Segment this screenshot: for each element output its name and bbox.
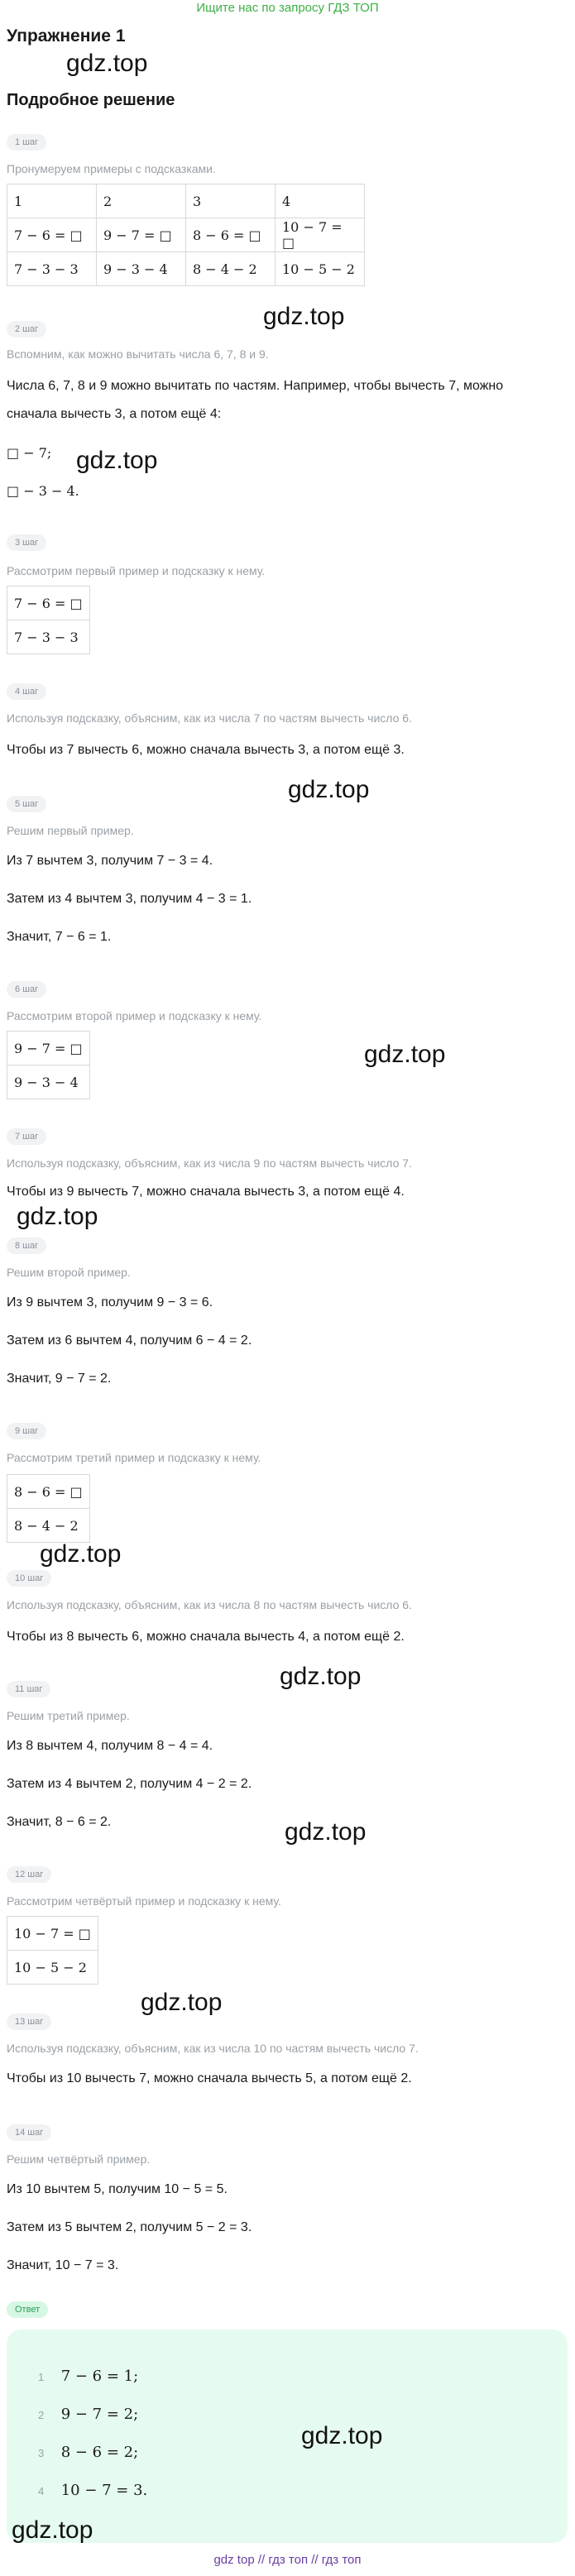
answer-box xyxy=(7,2329,568,2543)
watermark: gdz.top xyxy=(17,1203,98,1230)
step-note: Вспомним, как можно вычитать числа 6, 7, 8 и 9. xyxy=(7,347,269,361)
table-cell: 7 − 6 = □ xyxy=(7,218,97,252)
table-cell: 7 − 3 − 3 xyxy=(7,620,90,654)
watermark: gdz.top xyxy=(66,50,148,77)
examples-table xyxy=(7,184,365,286)
step-badge: 6 шаг xyxy=(7,981,46,998)
step-text: Затем из 4 вычтем 3, получим 4 − 3 = 1. xyxy=(7,892,252,906)
answer-expr: 8 − 6 = 2; xyxy=(60,2444,139,2461)
step-note: Используя подсказку, объясним, как из числа 8 по частям вычесть число 6. xyxy=(7,1598,412,1611)
math-line: □ − 3 − 4. xyxy=(7,483,79,499)
hint-table xyxy=(7,1031,90,1099)
step-text: Значит, 7 − 6 = 1. xyxy=(7,930,112,944)
table-cell: 8 − 6 = □ xyxy=(7,1475,90,1509)
step-text: Значит, 8 − 6 = 2. xyxy=(7,1815,112,1829)
step-badge: 10 шаг xyxy=(7,1570,51,1587)
step-note: Используя подсказку, объясним, как из числа 10 по частям вычесть число 7. xyxy=(7,2042,419,2055)
answer-number: 4 xyxy=(38,2485,45,2497)
step-note: Решим третий пример. xyxy=(7,1709,130,1722)
watermark: gdz.top xyxy=(301,2422,383,2449)
step-badge: 2 шаг xyxy=(7,321,46,338)
step-text: сначала вычесть 3, а потом ещё 4: xyxy=(7,407,222,421)
watermark: gdz.top xyxy=(263,303,345,330)
table-cell: 9 − 3 − 4 xyxy=(97,252,186,286)
step-badge: 5 шаг xyxy=(7,796,46,812)
step-text: Чтобы из 8 вычесть 6, можно сначала вычесть 4, а потом ещё 2. xyxy=(7,1630,405,1644)
hint-table xyxy=(7,586,90,654)
answer-item xyxy=(38,2406,138,2423)
step-note: Решим первый пример. xyxy=(7,824,134,837)
step-text: Из 8 вычтем 4, получим 8 − 4 = 4. xyxy=(7,1739,213,1753)
answer-number: 3 xyxy=(38,2447,45,2459)
answer-badge: Ответ xyxy=(7,2301,48,2318)
step-text: Из 9 вычтем 3, получим 9 − 3 = 6. xyxy=(7,1295,213,1310)
answer-item xyxy=(38,2482,147,2499)
step-badge: 12 шаг xyxy=(7,1866,51,1883)
step-note: Рассмотрим четвёртый пример и подсказку к нему. xyxy=(7,1894,281,1908)
watermark: gdz.top xyxy=(288,776,370,803)
step-text: Из 7 вычтем 3, получим 7 − 3 = 4. xyxy=(7,854,213,868)
section-title: Подробное решение xyxy=(7,91,175,109)
hint-table xyxy=(7,1474,90,1543)
table-cell: 7 − 3 − 3 xyxy=(7,252,97,286)
answer-item xyxy=(38,2444,138,2461)
watermark: gdz.top xyxy=(285,1818,367,1846)
table-cell: 9 − 7 = □ xyxy=(97,218,186,252)
watermark: gdz.top xyxy=(40,1540,122,1568)
step-text: Значит, 9 − 7 = 2. xyxy=(7,1372,112,1386)
step-badge: 4 шаг xyxy=(7,683,46,700)
answer-expr: 7 − 6 = 1; xyxy=(60,2368,139,2385)
answer-item xyxy=(38,2368,138,2385)
watermark: gdz.top xyxy=(280,1663,362,1690)
answer-number: 1 xyxy=(38,2371,45,2383)
step-text: Числа 6, 7, 8 и 9 можно вычитать по частям. Например, чтобы вычесть 7, можно xyxy=(7,379,504,393)
step-badge: 3 шаг xyxy=(7,534,46,551)
step-note: Используя подсказку, объясним, как из числа 9 по частям вычесть число 7. xyxy=(7,1156,412,1170)
answer-expr: 10 − 7 = 3. xyxy=(60,2482,148,2499)
table-cell: 9 − 7 = □ xyxy=(7,1032,90,1065)
step-badge: 14 шаг xyxy=(7,2124,51,2141)
watermark: gdz.top xyxy=(364,1041,446,1068)
watermark: gdz.top xyxy=(141,1989,223,2016)
table-cell: 8 − 4 − 2 xyxy=(7,1509,90,1543)
table-cell: 3 xyxy=(186,184,276,218)
table-cell: 2 xyxy=(97,184,186,218)
step-text: Затем из 4 вычтем 2, получим 4 − 2 = 2. xyxy=(7,1777,252,1791)
step-badge: 13 шаг xyxy=(7,2013,51,2030)
step-note: Решим четвёртый пример. xyxy=(7,2152,151,2166)
hint-table xyxy=(7,1916,98,1985)
step-note: Используя подсказку, объясним, как из числа 7 по частям вычесть число 6. xyxy=(7,711,412,725)
watermark: gdz.top xyxy=(12,2516,93,2544)
step-text: Значит, 10 − 7 = 3. xyxy=(7,2258,119,2272)
answer-expr: 9 − 7 = 2; xyxy=(60,2406,139,2423)
step-note: Решим второй пример. xyxy=(7,1266,131,1279)
step-badge: 7 шаг xyxy=(7,1128,46,1145)
step-badge: 11 шаг xyxy=(7,1681,50,1697)
table-cell: 9 − 3 − 4 xyxy=(7,1065,90,1099)
step-badge: 1 шаг xyxy=(7,134,46,151)
table-cell: 10 − 5 − 2 xyxy=(7,1951,98,1985)
table-cell: 1 xyxy=(7,184,97,218)
step-text: Чтобы из 10 вычесть 7, можно сначала вычесть 5, а потом ещё 2. xyxy=(7,2071,412,2085)
table-cell: 10 − 7 = □ xyxy=(276,218,365,252)
footer-links[interactable]: gdz top // гдз топ // гдз топ xyxy=(213,2553,362,2567)
table-cell: 7 − 6 = □ xyxy=(7,587,90,620)
answer-number: 2 xyxy=(38,2409,45,2421)
math-line: □ − 7; xyxy=(7,445,52,461)
step-note: Рассмотрим третий пример и подсказку к нему. xyxy=(7,1451,261,1464)
top-banner-link[interactable]: Ищите нас по запросу ГДЗ ТОП xyxy=(196,1,379,15)
step-badge: 8 шаг xyxy=(7,1238,46,1254)
step-text: Чтобы из 7 вычесть 6, можно сначала вычесть 3, а потом ещё 3. xyxy=(7,743,405,757)
step-badge: 9 шаг xyxy=(7,1423,46,1439)
step-text: Из 10 вычтем 5, получим 10 − 5 = 5. xyxy=(7,2182,228,2196)
step-text: Чтобы из 9 вычесть 7, можно сначала вычесть 3, а потом ещё 4. xyxy=(7,1185,405,1199)
step-note: Рассмотрим второй пример и подсказку к нему. xyxy=(7,1009,262,1022)
step-note: Рассмотрим первый пример и подсказку к нему. xyxy=(7,564,266,577)
table-cell: 8 − 6 = □ xyxy=(186,218,276,252)
table-cell: 10 − 5 − 2 xyxy=(276,252,365,286)
page-title: Упражнение 1 xyxy=(7,26,126,45)
step-text: Затем из 6 вычтем 4, получим 6 − 4 = 2. xyxy=(7,1333,252,1348)
table-cell: 8 − 4 − 2 xyxy=(186,252,276,286)
step-note: Пронумеруем примеры с подсказками. xyxy=(7,162,216,175)
table-cell: 10 − 7 = □ xyxy=(7,1917,98,1951)
step-text: Затем из 5 вычтем 2, получим 5 − 2 = 3. xyxy=(7,2220,252,2234)
table-cell: 4 xyxy=(276,184,365,218)
watermark: gdz.top xyxy=(76,447,158,474)
